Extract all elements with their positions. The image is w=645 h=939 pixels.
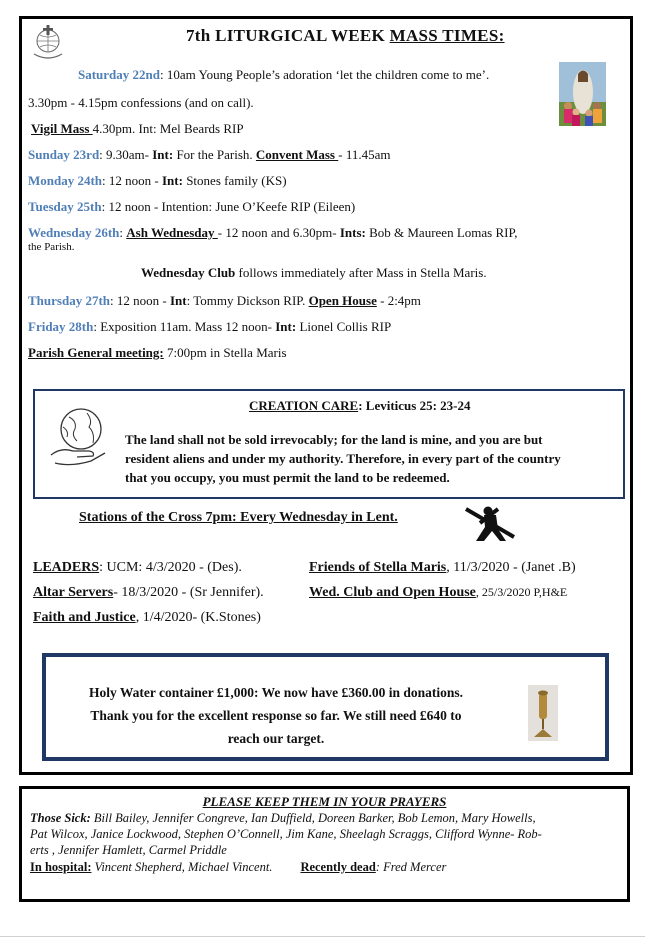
monday-line: Monday 24th: 12 noon - Int: Stones family (KS) — [28, 173, 287, 188]
wednesday-line: Wednesday 26th: Ash Wednesday - 12 noon and 6.30pm- Ints: Bob & Maureen Lomas RIP, — [28, 225, 518, 240]
prayers-sick-line-2: Pat Wilcox, Janice Lockwood, Stephen O’Connell, Jim Kane, Sheelagh Scraggs, Clifford Wynne- Rob- — [30, 827, 542, 841]
leaders-altar-servers: Altar Servers- 18/3/2020 - (Sr Jennifer). — [33, 585, 264, 600]
wednesday-continuation: the Parish. — [28, 241, 75, 253]
prayers-sick-line-3: erts , Jennifer Hamlett, Carmel Priddle — [30, 843, 227, 857]
holy-water-line-3: reach our target. — [227, 731, 325, 746]
creation-care-heading: CREATION CARE: Leviticus 25: 23-24 — [249, 398, 471, 413]
prayers-box — [19, 786, 630, 902]
leaders-friends: Friends of Stella Maris, 11/3/2020 - (Janet .B) — [309, 560, 576, 575]
confessions-line: 3.30pm - 4.15pm confessions (and on call). — [28, 95, 254, 110]
thursday-line: Thursday 27th: 12 noon - Int: Tommy Dickson RIP. Open House - 2:4pm — [28, 293, 421, 308]
prayers-heading: PLEASE KEEP THEM IN YOUR PRAYERS — [202, 794, 447, 809]
leaders-faith-justice: Faith and Justice, 1/4/2020- (K.Stones) — [33, 610, 261, 625]
vigil-mass-line: Vigil Mass 4.30pm. Int: Mel Beards RIP — [31, 121, 244, 136]
creation-care-line-1: The land shall not be sold irrevocably; for the land is mine, and you are but — [125, 432, 543, 447]
creation-care-line-3: that you occupy, you must permit the land to be redeemed. — [125, 470, 450, 485]
holy-water-line-2: Thank you for the excellent response so far. We still need £640 to — [90, 708, 462, 723]
sunday-line: Sunday 23rd: 9.30am- Int: For the Parish. Convent Mass - 11.45am — [28, 147, 391, 162]
holy-water-line-1: Holy Water container £1,000: We now have £360.00 in donations. — [88, 685, 464, 700]
creation-care-line-2: resident aliens and under my authority. Therefore, in every part of the country — [125, 451, 561, 466]
leaders-wed-club: Wed. Club and Open House, 25/3/2020 P,H&E — [309, 585, 568, 600]
friday-line: Friday 28th: Exposition 11am. Mass 12 noon- Int: Lionel Collis RIP — [28, 319, 392, 334]
parish-meeting-line: Parish General meeting: 7:00pm in Stella Maris — [28, 345, 287, 360]
stations-of-cross-line: Stations of the Cross 7pm: Every Wednesday in Lent. — [79, 510, 398, 525]
prayers-hospital-line: In hospital: Vincent Shepherd, Michael Vincent. Recently dead: Fred Mercer — [30, 860, 447, 874]
leaders-ucm: LEADERS: UCM: 4/3/2020 - (Des). — [33, 560, 242, 575]
earth-in-hand-icon — [47, 405, 111, 471]
holy-water-container-image — [528, 685, 558, 741]
saturday-line: Saturday 22nd: 10am Young People’s adoration ‘let the children come to me’. — [78, 67, 490, 82]
wednesday-club-line: Wednesday Club follows immediately after Mass in Stella Maris. — [141, 265, 487, 280]
tuesday-line: Tuesday 25th: 12 noon - Intention: June O’Keefe RIP (Eileen) — [28, 199, 356, 214]
jesus-with-children-image — [559, 62, 606, 126]
holy-water-box — [42, 653, 609, 761]
cross-globe-logo-icon — [30, 24, 66, 62]
cross-bearer-silhouette-icon — [458, 503, 524, 543]
page-title: 7th LITURGICAL WEEK MASS TIMES: — [186, 26, 505, 45]
creation-care-box — [33, 389, 625, 499]
prayers-sick-line-1: Those Sick: Bill Bailey, Jennifer Congreve, Ian Duffield, Doreen Barker, Bob Lemon, Mary Howells, — [30, 811, 536, 825]
bottom-divider — [0, 936, 645, 937]
